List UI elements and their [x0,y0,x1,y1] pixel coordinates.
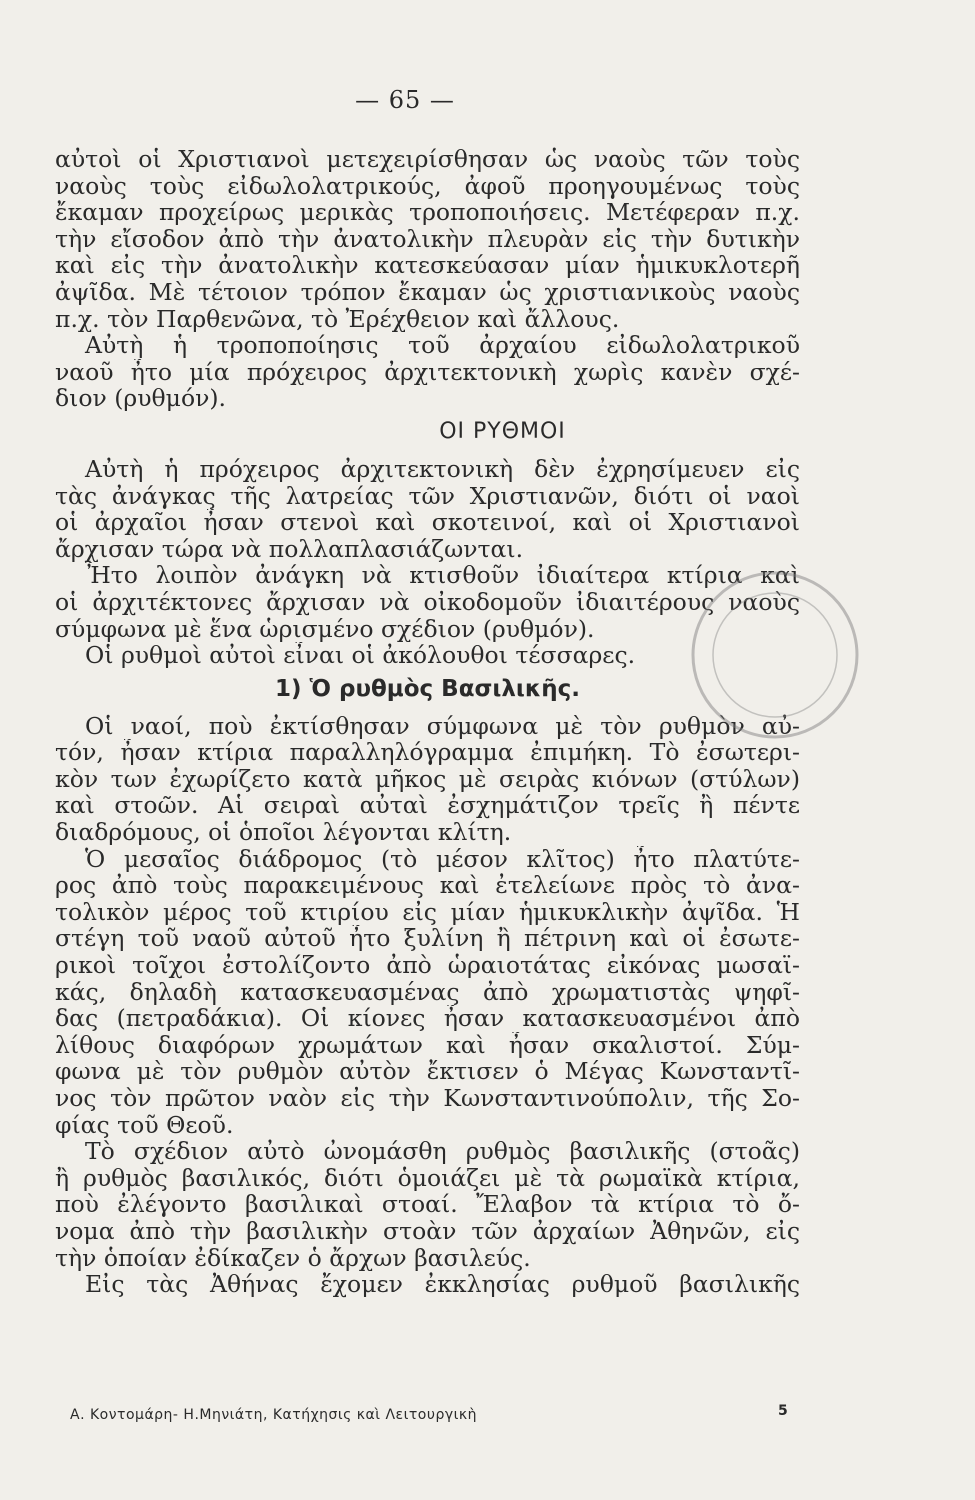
text-line: οἱ ἀρχαῖοι ἦσαν στενοὶ καὶ σκοτεινοί, καὶ οἱ Χριστιανοὶ [55,509,800,536]
text-line: νος τὸν πρῶτον ναὸν εἰς τὴν Κωνσταντινούπολιν, τῆς Σο- [55,1085,800,1112]
text-line: κάς, δηλαδὴ κατασκευασμένας ἀπὸ χρωματιστὰς ψηφῖ- [55,978,800,1006]
text-line: Ὁ μεσαῖος διάδρομος (τὸ μέσον κλῖτος) ἦτο πλατύτε- [85,845,800,873]
footer-citation: Α. Κοντομάρη- Η.Μηνιάτη, Κατήχησις καὶ Λειτουργικὴ [70,1407,477,1423]
text-line: ἄρχισαν τώρα νὰ πολλαπλασιάζωνται. [55,535,524,563]
text-line: ρικοὶ τοῖχοι ἐστολίζοντο ἀπὸ ὡραιοτάτας εἰκόνας μωσαϊ- [55,952,800,979]
text-line: καὶ στοῶν. Αἱ σειραὶ αὐταὶ ἐσχημάτιζον τρεῖς ἢ πέντε [55,792,800,820]
text-line: λίθους διαφόρων χρωμάτων καὶ ἦσαν σκαλιστοί. Σύμ- [55,1031,800,1059]
text-line: ἢ ρυθμὸς βασιλικός, διότι ὁμοιάζει μὲ τὰ ρωμαϊκὰ κτίρια, [55,1164,800,1192]
text-line: δας (πετραδάκια). Οἱ κίονες ἦσαν κατασκευασμένοι ἀπὸ [55,1005,800,1032]
text-line: καὶ εἰς τὴν ἀνατολικὴν κατεσκεύασαν μίαν ἡμικυκλοτερῆ [55,252,800,279]
signature-mark: 5 [778,1403,788,1419]
text-line: ἀψῖδα. Μὲ τέτοιον τρόπον ἔκαμαν ὡς χριστιανικοὺς ναοὺς [55,278,800,306]
text-line: διον (ρυθμόν). [55,385,227,412]
text-line: διαδρόμους, οἱ ὁποῖοι λέγονται κλίτη. [55,819,512,846]
page-number: — 65 — [355,86,455,114]
text-line: ναοὺς τοὺς εἰδωλολατρικούς, ἀφοῦ προηγουμένως τοὺς [55,172,800,200]
text-line: φωνα μὲ τὸν ρυθμὸν αὐτὸν ἔκτισεν ὁ Μέγας Κωνσταντῖ- [55,1058,800,1085]
text-line: ποὺ ἐλέγοντο βασιλικαὶ στοαί. Ἔλαβον τὰ κτίρια τὸ ὄ- [55,1191,800,1218]
text-line: τὴν ὁποίαν ἐδίκαζεν ὁ ἄρχων βασιλεύς. [55,1244,531,1272]
text-line: Οἱ ρυθμοὶ αὐτοὶ εἶναι οἱ ἀκόλουθοι τέσσαρες. [85,642,636,669]
text-line: κὸν των ἐχωρίζετο κατὰ μῆκος μὲ σειρὰς κιόνων (στύλων) [55,765,800,793]
text-line: αὐτοὶ οἱ Χριστιανοὶ μετεχειρίσθησαν ὡς ναοὺς τῶν τοὺς [55,146,800,173]
text-line: νομα ἀπὸ τὴν βασιλικὴν στοὰν τῶν ἀρχαίων Ἀθηνῶν, εἰς [55,1217,800,1245]
text-line: φίας τοῦ Θεοῦ. [55,1111,234,1139]
text-line: ναοῦ ἦτο μία πρόχειρος ἀρχιτεκτονικὴ χωρὶς κανὲν σχέ- [55,358,800,386]
text-line: ρος ἀπὸ τοὺς παρακειμένους καὶ ἐτελείωνε πρὸς τὸ ἀνα- [55,872,800,899]
text-line: τὰς ἀνάγκας τῆς λατρείας τῶν Χριστιανῶν, διότι οἱ ναοὶ [55,482,800,510]
text-line: τολικὸν μέρος τοῦ κτιρίου εἰς μίαν ἡμικυκλικὴν ἀψῖδα. Ἡ [55,898,800,926]
text-line: τὴν εἴσοδον ἀπὸ τὴν ἀνατολικὴν πλευρὰν εἰς τὴν δυτικὴν [55,225,800,253]
text-line: π.χ. τὸν Παρθενῶνα, τὸ Ἐρέχθειον καὶ ἄλλους. [55,305,620,333]
text-line: στέγη τοῦ ναοῦ αὐτοῦ ἦτο ξυλίνη ἢ πέτρινη καὶ οἱ ἐσωτε- [55,925,800,953]
text-line: Οἱ ναοί, ποὺ ἐκτίσθησαν σύμφωνα μὲ τὸν ρυθμὸν αὐ- [85,712,800,740]
text-line: σύμφωνα μὲ ἕνα ὡρισμένο σχέδιον (ρυθμόν). [55,615,595,643]
library-stamp [680,560,870,750]
text-line: Εἰς τὰς Ἀθήνας ἔχομεν ἐκκλησίας ρυθμοῦ βασιλικῆς [85,1271,800,1298]
text-line: Αὐτὴ ἡ τροποποίησις τοῦ ἀρχαίου εἰδωλολατρικοῦ [85,332,800,359]
subsection-heading: 1) Ὁ ρυθμὸς Βασιλικῆς. [275,675,580,702]
text-line: Αὐτὴ ἡ πρόχειρος ἀρχιτεκτονικὴ δὲν ἐχρησίμευεν εἰς [85,455,800,483]
text-line: οἱ ἀρχιτέκτονες ἄρχισαν νὰ οἰκοδομοῦν ἰδιαιτέρους ναοὺς [55,588,800,616]
text-line: Τὸ σχέδιον αὐτὸ ὠνομάσθη ρυθμὸς βασιλικῆς (στοᾶς) [85,1138,800,1165]
text-line: τόν, ἦσαν κτίρια παραλληλόγραμμα ἐπιμήκη. Τὸ ἐσωτερι- [55,739,800,766]
text-line: ἔκαμαν προχείρως μερικὰς τροποποιήσεις. Μετέφεραν π.χ. [55,199,800,226]
section-heading: ΟΙ ΡΥΘΜΟΙ [439,418,566,444]
text-line: Ἦτο λοιπὸν ἀνάγκη νὰ κτισθοῦν ἰδιαίτερα κτίρια καὶ [85,562,800,589]
